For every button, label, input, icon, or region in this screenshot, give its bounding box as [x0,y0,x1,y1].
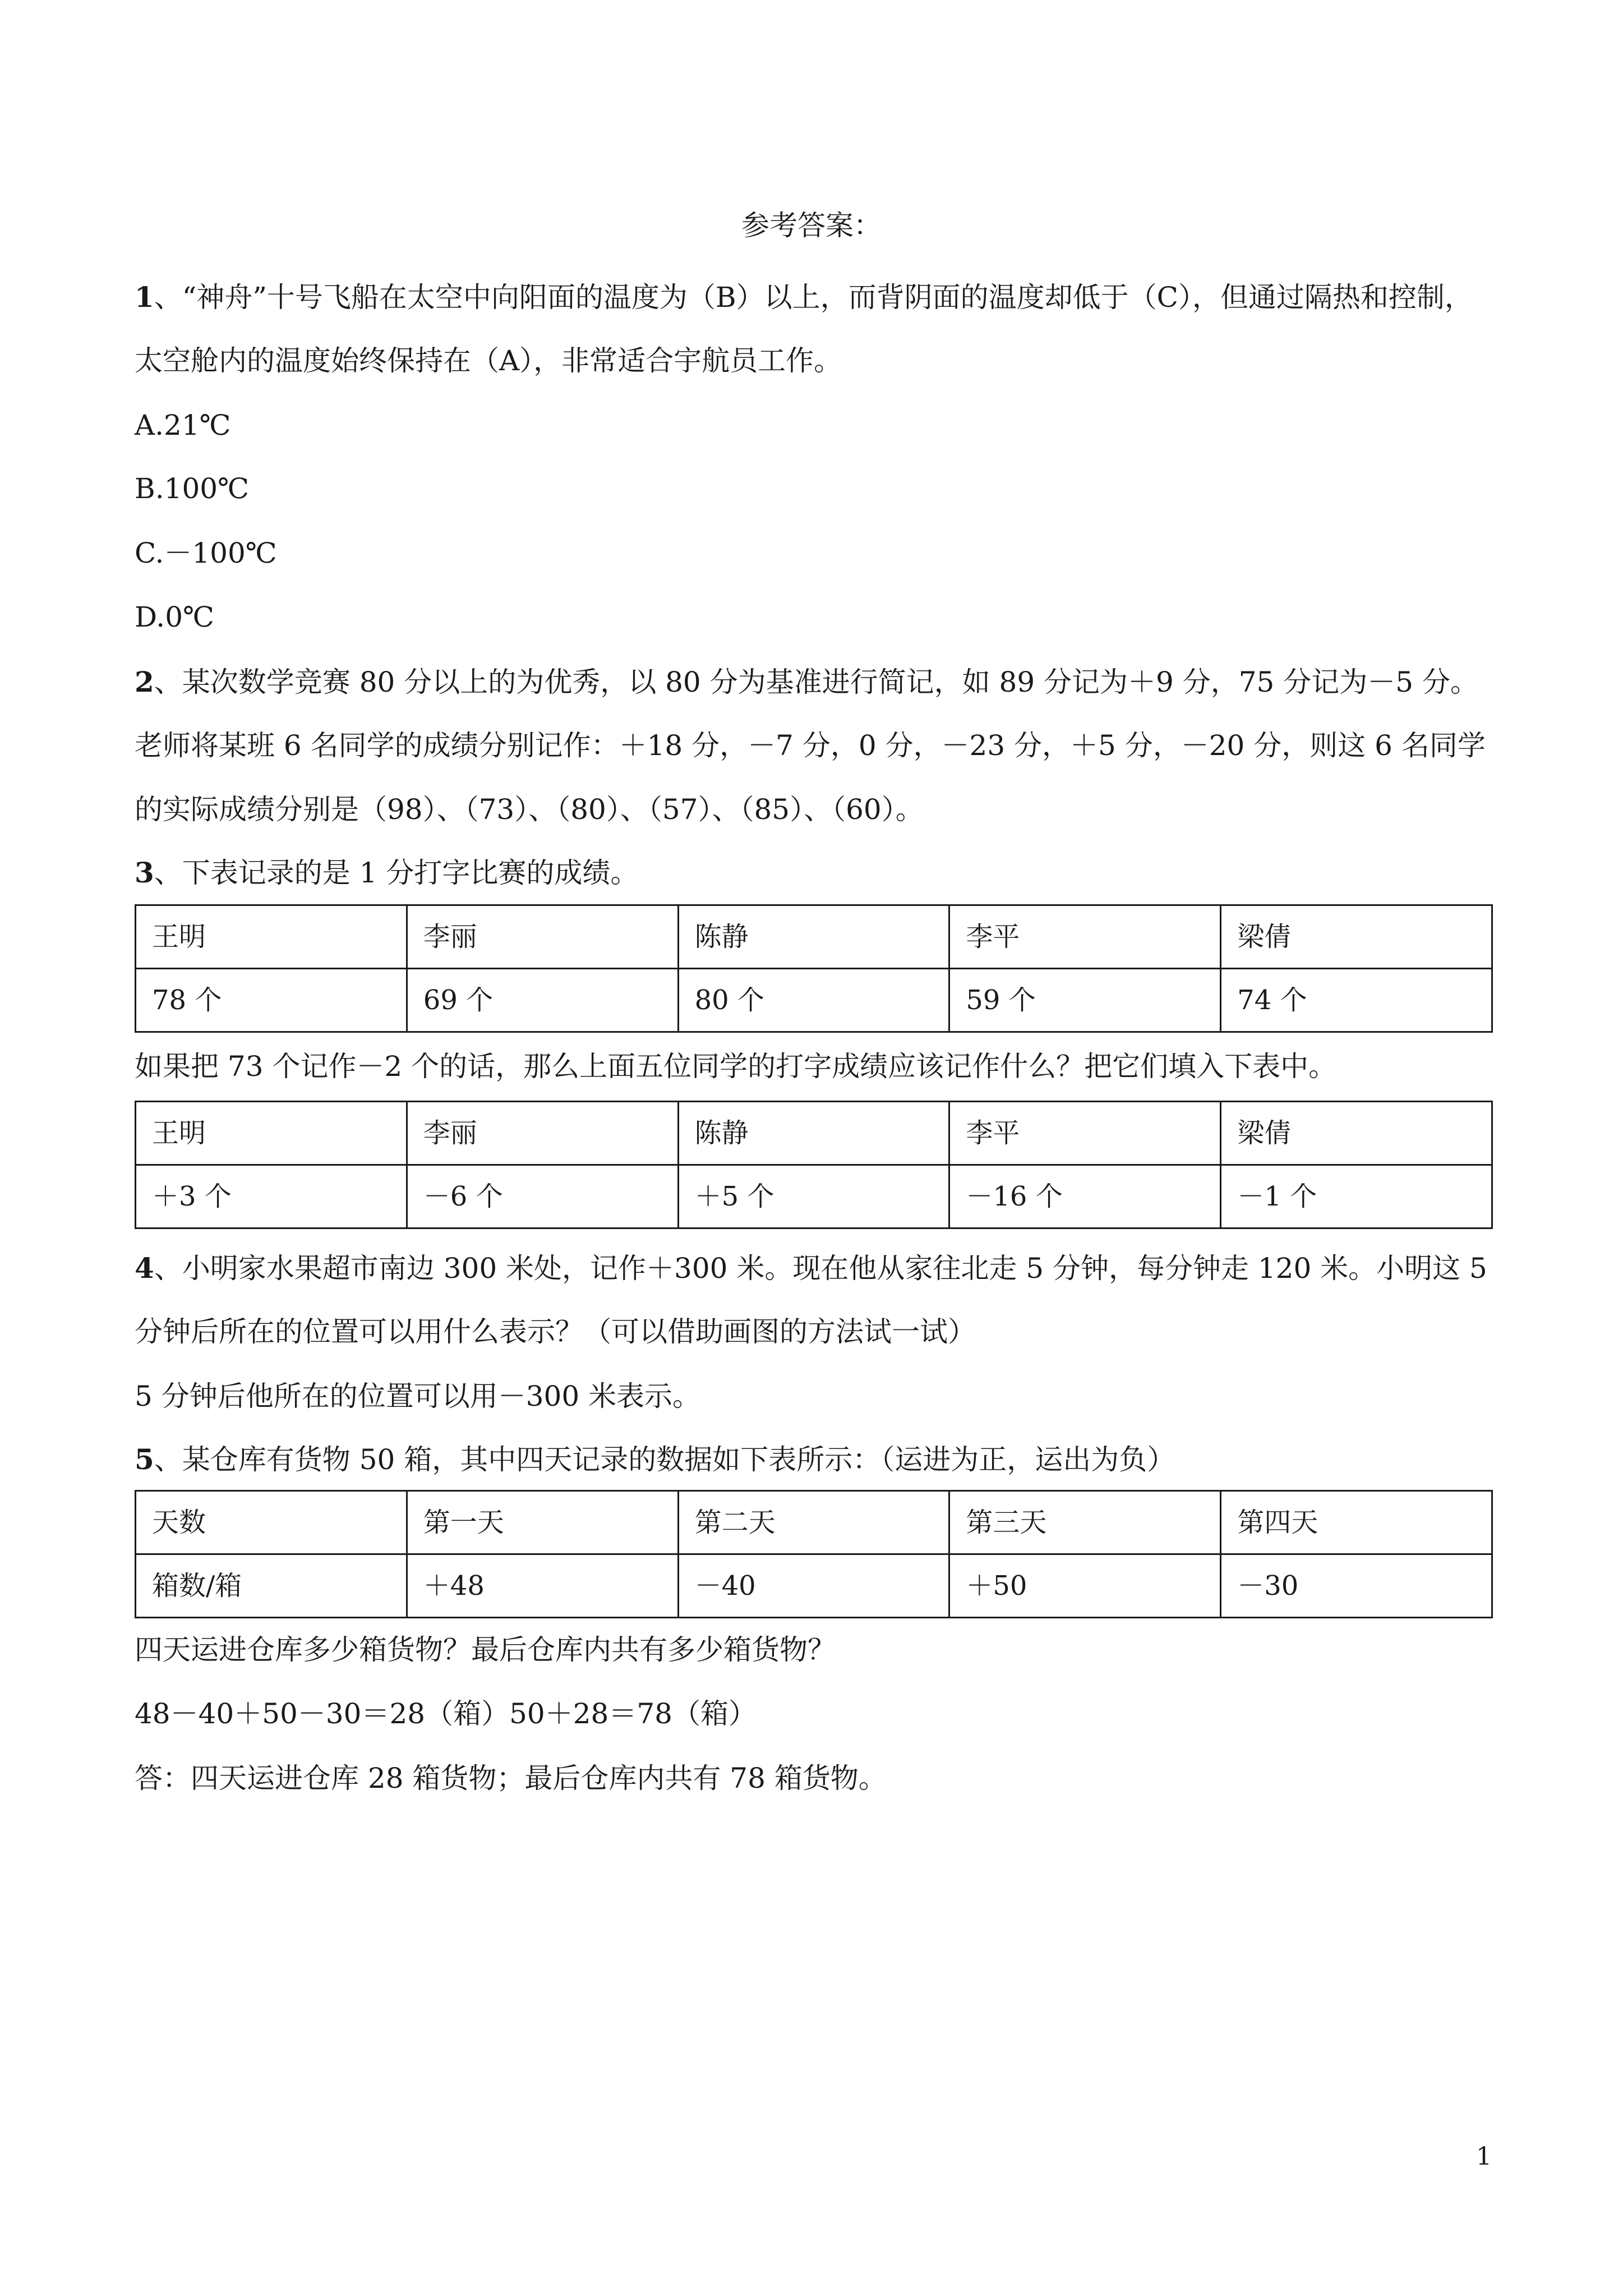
q4-text-line2: 分钟后所在的位置可以用什么表示？（可以借助画图的方法试一试） [135,1315,976,1348]
q4-answer: 5 分钟后他所在的位置可以用－300 米表示。 [135,1380,701,1412]
q2-line1 [135,665,1509,699]
q5-calculation: 48－40＋50－30＝28（箱）50＋28＝78（箱） [135,1697,757,1730]
q2-text-line2: 老师将某班 6 名同学的成绩分别记作：＋18 分，－7 分，0 分，－23 分，＋5 分，－20 分，则这 6 名同学 [135,729,1486,762]
table-cell: 78 个 [136,969,407,1032]
table-cell: －40 [678,1554,949,1618]
page-title: 参考答案： [741,209,882,242]
table-cell: 李丽 [407,905,678,969]
table-cell: 69 个 [407,969,678,1032]
q2-text-line3: 的实际成绩分别是（98）、（73）、（80）、（57）、（85）、（60）。 [135,793,924,826]
q4-text-line1: 、小明家水果超市南边 300 米处，记作＋300 米。现在他从家往北走 5 分钟，每分钟走 120 米。小明这 5 [154,1252,1487,1285]
table-cell: 箱数/箱 [136,1554,407,1618]
table-row [136,1491,1492,1554]
typing-relative-score-table [135,1101,1493,1229]
table-cell: 第二天 [678,1491,949,1554]
q1-option-b: B.100℃ [135,472,250,505]
table-cell: 59 个 [949,969,1221,1032]
q1-option-a: A.21℃ [135,409,231,441]
table-cell: 第四天 [1221,1491,1492,1554]
table-cell: 李丽 [407,1102,678,1165]
q1-option-c: C.－100℃ [135,537,277,569]
table-cell: 陈静 [678,1102,949,1165]
q1-line1 [135,280,1509,314]
table-cell: －6 个 [407,1165,678,1228]
q5-answer: 答：四天运进仓库 28 箱货物；最后仓库内共有 78 箱货物。 [135,1762,887,1795]
q2-text-line1: 、某次数学竞赛 80 分以上的为优秀，以 80 分为基准进行简记，如 89 分记为＋9 分，75 分记为－5 分。 [154,666,1478,698]
warehouse-table [135,1490,1493,1618]
table-cell: 74 个 [1221,969,1492,1032]
q3-intro [135,856,1509,890]
table-cell: ＋5 个 [678,1165,949,1228]
q5-intro [135,1443,1509,1476]
table-cell: 天数 [136,1491,407,1554]
q3-middle-text: 如果把 73 个记作－2 个的话，那么上面五位同学的打字成绩应该记作什么？把它们填入下表中。 [135,1050,1337,1083]
q1-text-line2: 太空舱内的温度始终保持在（A），非常适合宇航员工作。 [135,344,842,377]
q3-intro-text: 、下表记录的是 1 分打字比赛的成绩。 [154,857,639,889]
q3-number: 3 [135,856,154,889]
table-row [136,969,1492,1032]
q5-number: 5 [135,1443,154,1476]
q1-text-line1: 、“神舟”十号飞船在太空中向阳面的温度为（B）以上，而背阴面的温度却低于（C），但通过隔热和控制， [154,281,1473,314]
q1-option-d: D.0℃ [135,601,214,633]
q2-number: 2 [135,665,154,698]
table-row [136,1102,1492,1165]
table-cell: 李平 [949,1102,1221,1165]
table-cell: ＋3 个 [136,1165,407,1228]
q5-intro-text: 、某仓库有货物 50 箱，其中四天记录的数据如下表所示：（运进为正，运出为负） [154,1443,1175,1476]
typing-score-table [135,904,1493,1033]
table-cell: 梁倩 [1221,1102,1492,1165]
table-cell: 梁倩 [1221,905,1492,969]
table-row [136,1554,1492,1618]
table-row [136,1165,1492,1228]
table-cell: 陈静 [678,905,949,969]
table-cell: －1 个 [1221,1165,1492,1228]
page-number: 1 [1476,2142,1492,2171]
table-cell: 李平 [949,905,1221,969]
q4-number: 4 [135,1251,154,1285]
table-cell: －30 [1221,1554,1492,1618]
table-row [136,905,1492,969]
q4-line1 [135,1251,1509,1285]
table-cell: 王明 [136,905,407,969]
table-cell: 第一天 [407,1491,678,1554]
q1-number: 1 [135,280,154,314]
table-cell: 王明 [136,1102,407,1165]
table-cell: ＋48 [407,1554,678,1618]
table-cell: 80 个 [678,969,949,1032]
table-cell: －16 个 [949,1165,1221,1228]
q5-question: 四天运进仓库多少箱货物？最后仓库内共有多少箱货物？ [135,1634,836,1666]
table-cell: ＋50 [949,1554,1221,1618]
table-cell: 第三天 [949,1491,1221,1554]
